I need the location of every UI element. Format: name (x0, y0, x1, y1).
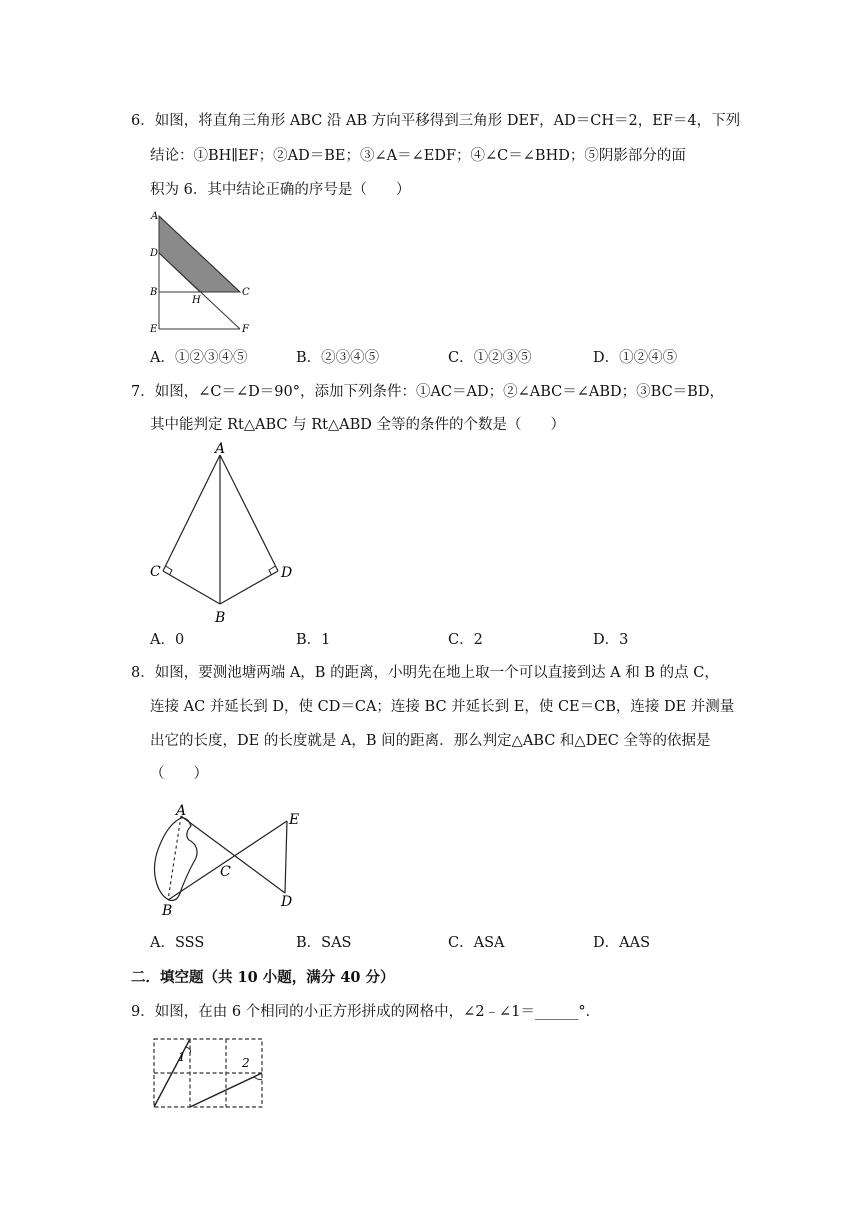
q6-option-c: C．①②③⑤ (448, 350, 532, 366)
q7-label-a: A (215, 441, 226, 457)
q8-pond-outline (154, 818, 197, 901)
q6-option-b: B．②③④⑤ (296, 350, 380, 366)
q6-line-2: 结论：①BH∥EF；②AD＝BE；③∠A＝∠EDF；④∠C＝∠BHD；⑤阴影部分的面 (150, 148, 686, 164)
q8-option-a: A．SSS (150, 935, 205, 951)
q7-line-2: 其中能判定 Rt△ABC 与 Rt△ABD 全等的条件的个数是（ ） (150, 417, 565, 433)
q7-option-b: B．1 (296, 632, 331, 648)
q8-line-2: 连接 AC 并延长到 D，使 CD＝CA；连接 BC 并延长到 E，使 CE＝CB，连接 DE 并测量 (150, 699, 735, 715)
q7-option-a: A．0 (150, 632, 185, 648)
q6-label-h: H (192, 295, 201, 306)
q6-label-b: B (150, 287, 158, 298)
q6-label-c: C (242, 287, 250, 298)
q6-line-3: 积为 6．其中结论正确的序号是（ ） (150, 182, 411, 198)
q8-line-4: （ ） (150, 766, 208, 782)
q8-label-c: C (220, 864, 231, 880)
q6-line-1: 6．如图，将直角三角形 ABC 沿 AB 方向平移得到三角形 DEF，AD＝CH＝2，EF＝4，下列 (131, 113, 741, 129)
q8-option-c: C．ASA (448, 935, 505, 951)
q8-option-b: B．SAS (296, 935, 352, 951)
q8-line-1: 8．如图，要测池塘两端 A，B 的距离，小明先在地上取一个可以直接到达 A 和 B 的点 C， (131, 665, 719, 681)
section-2-heading: 二．填空题（共 10 小题，满分 40 分） (131, 969, 395, 986)
q8-label-a: A (176, 803, 187, 819)
q6-label-a: A (151, 211, 159, 222)
q9-angle-2-label: 2 (242, 1056, 250, 1070)
q6-label-e: E (150, 324, 158, 335)
q6-label-f: F (242, 324, 249, 335)
q8-label-b: B (162, 903, 173, 919)
q7-label-c: C (150, 564, 161, 580)
q8-label-e: E (289, 812, 300, 828)
q8-label-d: D (281, 894, 293, 910)
q6-figure (145, 208, 260, 338)
q7-option-d: D．3 (593, 632, 629, 648)
q7-label-b: B (215, 610, 226, 625)
q9-figure (150, 1035, 265, 1110)
q9-angle-1-label: 1 (178, 1050, 186, 1064)
q8-option-d: D．AAS (593, 935, 651, 951)
q8-figure (145, 800, 310, 920)
q6-option-a: A．①②③④⑤ (150, 350, 248, 366)
q7-option-c: C．2 (448, 632, 483, 648)
q9-line-1: 9．如图，在由 6 个相同的小正方形拼成的网格中，∠2﹣∠1＝______°． (131, 1004, 601, 1020)
q8-line-3: 出它的长度，DE 的长度就是 A，B 间的距离．那么判定△ABC 和△DEC 全等的依据是 (150, 733, 711, 749)
q7-figure (145, 440, 305, 625)
q6-label-d: D (150, 248, 159, 259)
q7-label-d: D (281, 565, 293, 581)
q6-option-d: D．①②④⑤ (593, 350, 678, 366)
q7-line-1: 7．如图，∠C＝∠D＝90°，添加下列条件：①AC＝AD；②∠ABC＝∠ABD；③BC＝BD， (131, 384, 724, 400)
